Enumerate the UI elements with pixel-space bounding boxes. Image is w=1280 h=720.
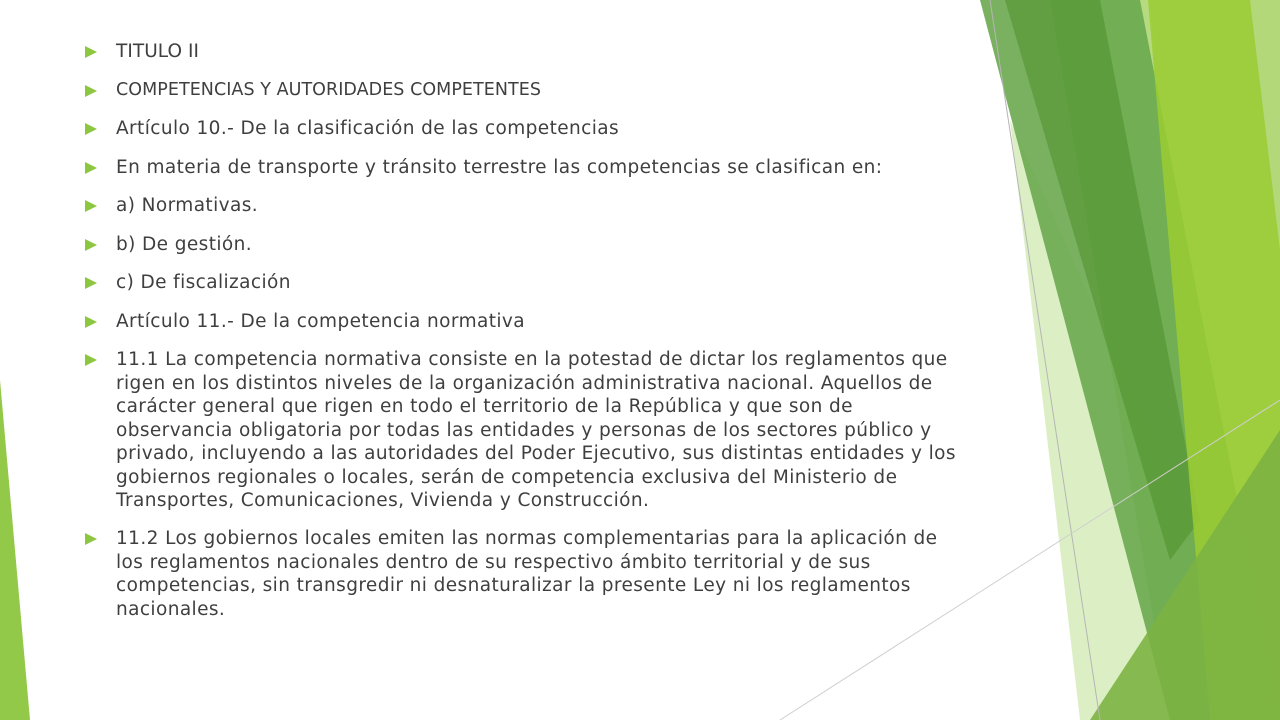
list-item	[84, 79, 964, 103]
bullet-text: TITULO II	[116, 41, 200, 62]
arrow-bullet-icon	[84, 79, 102, 103]
bullet-text: Artículo 10.- De la clasificación de las competencias	[116, 118, 620, 139]
bullet-list	[84, 40, 964, 636]
arrow-bullet-icon	[84, 527, 102, 551]
arrow-bullet-icon	[84, 40, 102, 64]
bullet-text: c) De fiscalización	[116, 272, 291, 293]
bullet-text: a) Normativas.	[116, 195, 259, 216]
arrow-bullet-icon	[84, 117, 102, 141]
list-item	[84, 233, 964, 257]
arrow-bullet-icon	[84, 348, 102, 372]
list-item	[84, 156, 964, 180]
bullet-text: b) De gestión.	[116, 233, 253, 255]
bullet-text: 11.1 La competencia normativa consiste en la potestad de dictar los reglamentos que rigen en los distintos niveles de la organización administrativa nacional. Aquellos de carácter general que rigen en todo el territorio de la República y que son de observancia obligatoria por todas las entidades y personas de los sectores público y privado, incluyendo a las autoridades del Poder Ejecutivo, sus distintas entidades y los gobiernos regionales o locales, serán de competencia exclusiva del Ministerio de Transportes, Comunicaciones, Vivienda y Construcción.	[116, 349, 956, 511]
list-item	[84, 527, 964, 621]
list-item	[84, 271, 964, 295]
arrow-bullet-icon	[84, 156, 102, 180]
arrow-bullet-icon	[84, 233, 102, 257]
bullet-text: En materia de transporte y tránsito terrestre las competencias se clasifican en:	[116, 156, 883, 178]
arrow-bullet-icon	[84, 194, 102, 218]
bullet-text: Artículo 11.- De la competencia normativa	[116, 310, 526, 332]
arrow-bullet-icon	[84, 271, 102, 295]
list-item	[84, 348, 964, 513]
arrow-bullet-icon	[84, 310, 102, 334]
list-item	[84, 40, 964, 64]
list-item	[84, 194, 964, 218]
list-item	[84, 117, 964, 141]
bullet-text: COMPETENCIAS Y AUTORIDADES COMPETENTES	[116, 79, 542, 100]
bullet-text: 11.2 Los gobiernos locales emiten las normas complementarias para la aplicación de los reglamentos nacionales dentro de su respectivo ámbito territorial y de sus competencias, sin transgredir ni desnaturalizar la presente Ley ni los reglamentos nacionales.	[116, 528, 938, 620]
list-item	[84, 310, 964, 334]
